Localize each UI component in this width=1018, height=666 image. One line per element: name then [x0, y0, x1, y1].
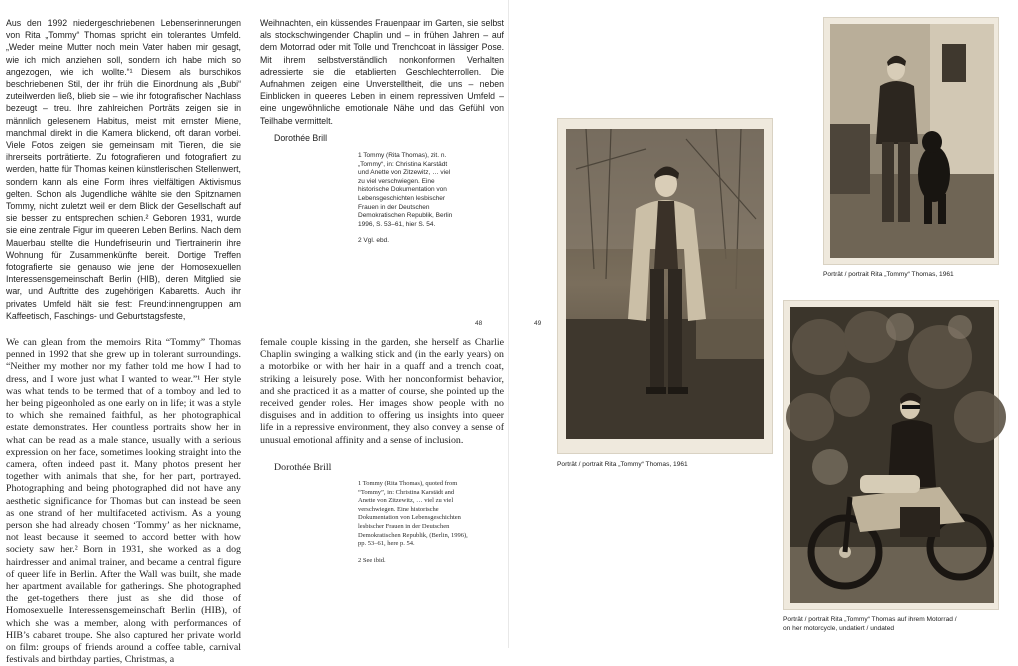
caption-motorcycle-line1: Porträt / portrait Rita „Tommy“ Thomas auf ihrem Motorrad /	[783, 616, 957, 623]
photo-with-dog	[823, 17, 999, 265]
german-body-text-continued: Weihnachten, ein küssendes Frauenpaar im Garten, sie selbst als stockschwingender Chaplin und – in frühen Jahren – auf dem Motorrad oder mit Tolle und Trenchcoat in lässiger Pose. Mit ihrem selbstverständlich nonkonformen Verhalten adressierte sie die etablierten Geschlechterrollen. Die Aufnahmen zeigen eine Unverstelltheit, die uns – neben Einblicken in queeres Leben in einem repressiven Umfeld – eine ungewöhnliche emotionale Nähe und das Gefühl von Teilhabe vermittelt.	[260, 18, 504, 126]
german-author: Dorothée Brill	[274, 133, 328, 143]
german-body-text: Aus den 1992 niedergeschriebenen Lebenserinnerungen von Rita „Tommy“ Thomas spricht ein tolerantes Umfeld. „Weder meine Mutter noch mein Vater haben mir gesagt, wie ich mich anziehen soll, sondern ich habe mich so angezogen, wie ich wollte.“¹ Diesem als burschikos beschriebenen Stil, der ihr früh die Einordnung als „Bubi“ zuteilwerden ließ, blieb sie – wie ihr fotografischer Nachlass bezeugt – treu. Ihre zahlreichen Porträts zeigen sie in männlich gelesenem Habitus, meist mit ernster Miene, manchmal direkt in die Kamera blickend, oft daran vorbei. Viele Fotos zeigen sie gemeinsam mit Tieren, die sie ihrerseits porträtierte. Zu fotografieren und fotografiert zu werden, hatte für Thomas keinen künstlerischen Stellenwert, sondern kann als eine Form ihres vielfältigen Aktivismus gelten. Schon als Jugendliche wählte sie den Spitznamen Tommy, nicht zuletzt weil er dem Blick der Gesellschaft auf sie besser zu entsprechen schien.² Geboren 1931, wurde sie eine zentrale Figur im queeren Leben Berlins. Nach dem Mauerbau stellte die Hundefriseurin und Tiertrainerin ihre Wohnung für Zusammenkünfte bereit. Dortige Treffen fotografierte sie genauso wie jene der Homosexuellen Interessensgemeinschaft Berlin (HIB), deren Mitglied sie war, und Auftritte des zugehörigen Kabaretts. Auch ihr privates Umfeld hält sie fest: Freund:innengruppen am Kaffeetisch, Faschings- und Geburtstagsfeste,	[6, 18, 241, 321]
right-page	[509, 0, 1018, 648]
photo-trenchcoat-portrait	[557, 118, 773, 454]
german-footnote-2: 2 Vgl. ebd.	[358, 237, 390, 245]
page-number-right: 49	[534, 320, 542, 327]
english-body-text: We can glean from the memoirs Rita “Tommy” Thomas penned in 1992 that she grew up in tolerant surroundings. “Neither my mother nor my father told me how I had to dress, and I wore just what I wanted to wear.”¹ Her style was what tends to be termed that of a tomboy and led to her being pigeonholed as one early on in life; it was a style to which she remained faithful, as her photographical estate demonstrates. Her countless portraits show her in what can be read as a male stance, usually with a serious expression on her face, sometimes looking straight into the camera, often indeed past it. Many photos present her together with animals that she, for her part, portrayed. Photographing and being photographed did not have any aesthetic significance for Thomas but can instead be seen as one strand of her multifaceted activism. As a young person she had already chosen ‘Tommy’ as her nickname, not least because it seemed to accord better with how society saw her.² Born in 1931, she worked as a dog hairdresser and animal trainer, and became a central figure of queer life in Berlin. After the Wall was built, she made her apartment available for gatherings. She photographed the get-togethers there just as she did those of Homosexuelle Interessensgemeinschaft Berlin (HIB), of which she was a member, along with performances of HIB’s cabaret troupe. She also captured her private world on film: groups of friends around a coffee table, carnival festivals and birthday parties, Christmas, a	[6, 337, 241, 666]
german-footnotes	[358, 152, 458, 254]
trenchcoat-photo-image	[566, 129, 764, 439]
dog-photo-image	[830, 24, 994, 258]
english-body-text-continued: female couple kissing in the garden, she herself as Charlie Chaplin swinging a walking stick and (in the early years) on a motorbike or with her hair in a quaff and a trench coat, striking a leisurely pose. With her nonconformist behavior, and she practiced it as a matter of course, she pointed up the received gender roles. Her images show people with no disguises and in addition to offering us insights into queer life in a repressive environment, they also convey a sense of unusual emotional affinity and a sense of inclusion.	[260, 337, 504, 446]
caption-on-motorcycle	[783, 615, 1013, 633]
english-author: Dorothée Brill	[274, 462, 332, 473]
english-footnote-2: 2 See ibid.	[358, 556, 386, 564]
motorcycle-photo-image	[790, 307, 994, 603]
caption-trenchcoat-portrait: Porträt / portrait Rita „Tommy“ Thomas, 1961	[557, 461, 688, 468]
english-footnotes	[358, 480, 470, 573]
caption-motorcycle-line2: on her motorcycle, undatiert / undated	[783, 625, 895, 632]
page-number-left: 48	[475, 320, 483, 327]
english-footnote-1: 1 Tommy (Rita Thomas), quoted from “Tommy”, in: Christina Karstädt and Anette von Zitzewitz, … viel zu viel verschwiegen. Eine historische Dokumentation von Lebensgeschichten lesbischer Frauen in der Deutschen Demokratischen Republik, (Berlin, 1996), pp. 53–61, here p. 54.	[358, 480, 468, 548]
photo-on-motorcycle	[783, 300, 999, 610]
german-footnote-1: 1 Tommy (Rita Thomas), zit. n. „Tommy“, in: Christina Karstädt und Anette von Zitzewitz, … viel zu viel verschwiegen. Eine historische Dokumentation von Lebensgeschichten lesbischer Frauen in der Deutschen Demokratischen Republik, Berlin 1996, S. 53–61, hier S. 54.	[358, 152, 453, 228]
caption-with-dog: Porträt / portrait Rita „Tommy“ Thomas, 1961	[823, 271, 954, 278]
